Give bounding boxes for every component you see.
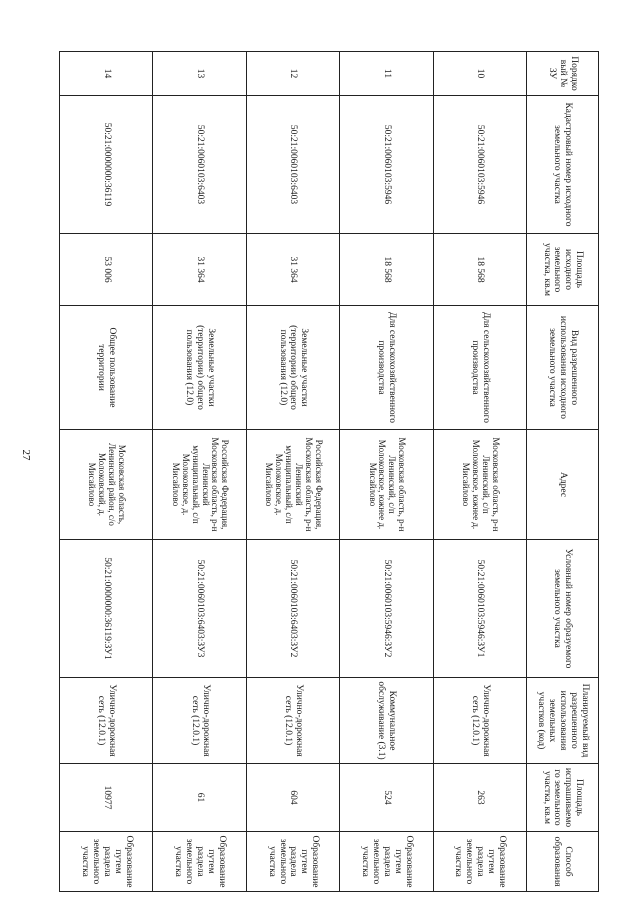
header-use: Вид разрешенного использования исходного земельного участка <box>527 306 599 430</box>
table-row <box>433 52 526 892</box>
header-cadastral: Кадастровый номер исходного земельного участка <box>527 96 599 234</box>
cell-area: 31 364 <box>153 234 246 306</box>
cell-no: 12 <box>246 52 339 96</box>
cell-planned-use: Улично-дорожная сеть (12.0.1) <box>153 678 246 764</box>
cell-planned-area: 10977 <box>60 764 153 832</box>
cell-conditional: 50:21:0060103:5946:ЗУ1 <box>433 540 526 678</box>
cell-cadastral: 50:21:0000000:36119 <box>60 96 153 234</box>
rotated-table-container <box>59 51 599 891</box>
cell-conditional: 50:21:0000000:36119:ЗУ1 <box>60 540 153 678</box>
cell-conditional: 50:21:0060103:6403:ЗУ2 <box>246 540 339 678</box>
cell-planned-area: 61 <box>153 764 246 832</box>
cell-use: Для сельскохозяйственного производства <box>433 306 526 430</box>
cell-planned-area: 263 <box>433 764 526 832</box>
cell-area: 53 006 <box>60 234 153 306</box>
cell-cadastral: 50:21:0060103:5946 <box>340 96 433 234</box>
cell-planned-use: Коммунальное обслуживание (3.1) <box>340 678 433 764</box>
table-row <box>153 52 246 892</box>
header-no: Порядковый № ЗУ <box>527 52 599 96</box>
cell-address: Российская Федерация, Московская область, р-н Ленинский муниципальный, с/п Молоковское, д. Мисайлово <box>246 430 339 540</box>
table-header-row <box>527 52 599 892</box>
cell-conditional: 50:21:0060103:5946:ЗУ2 <box>340 540 433 678</box>
header-method: Способ образования <box>527 832 599 892</box>
cell-planned-use: Улично-дорожная сеть (12.0.1) <box>433 678 526 764</box>
header-address: Адрес <box>527 430 599 540</box>
cell-address: Московская область, Ленинский район, с/о Молоковский, д. Мисайлово <box>60 430 153 540</box>
cell-address: Московская область, р-н Ленинский, с/п Молоковское, южнее д. Мисайлово <box>340 430 433 540</box>
cell-address: Московская область, р-н Ленинский, с/п Молоковское, южнее д. Мисайлово <box>433 430 526 540</box>
cell-area: 18 568 <box>340 234 433 306</box>
cell-planned-area: 604 <box>246 764 339 832</box>
cell-method: Образование путем раздела земельного участка <box>153 832 246 892</box>
header-planned-use: Планируемый вид разрешенного использования земельных участков (код) <box>527 678 599 764</box>
cell-conditional: 50:21:0060103:6403:ЗУ3 <box>153 540 246 678</box>
header-area: Площадь исходного земельного участка, кв.м <box>527 234 599 306</box>
table-row <box>246 52 339 892</box>
cell-use: Земельные участки (территории) общего пользования (12.0) <box>246 306 339 430</box>
cell-cadastral: 50:21:0060103:6403 <box>246 96 339 234</box>
cell-method: Образование путем раздела земельного участка <box>433 832 526 892</box>
cell-cadastral: 50:21:0060103:5946 <box>433 96 526 234</box>
cell-area: 31 364 <box>246 234 339 306</box>
table-row <box>340 52 433 892</box>
cell-no: 14 <box>60 52 153 96</box>
land-plots-table <box>59 51 599 892</box>
header-planned-area: Площадь испрашиваемого земельного участка, кв.м <box>527 764 599 832</box>
cell-method: Образование путем раздела земельного участка <box>60 832 153 892</box>
cell-planned-use: Улично-дорожная сеть (12.0.1) <box>60 678 153 764</box>
cell-use: Земельные участки (территории) общего пользования (12.0) <box>153 306 246 430</box>
cell-cadastral: 50:21:0060103:6403 <box>153 96 246 234</box>
cell-address: Российская Федерация, Московская область, р-н Ленинский муниципальный, с/п Молоковское, д. Мисайлово <box>153 430 246 540</box>
cell-area: 18 568 <box>433 234 526 306</box>
cell-planned-area: 524 <box>340 764 433 832</box>
cell-no: 11 <box>340 52 433 96</box>
cell-use: Общее пользование территории <box>60 306 153 430</box>
cell-no: 13 <box>153 52 246 96</box>
cell-no: 10 <box>433 52 526 96</box>
cell-planned-use: Улично-дорожная сеть (12.0.1) <box>246 678 339 764</box>
cell-use: Для сельскохозяйственного производства <box>340 306 433 430</box>
page-number: 27 <box>20 449 32 461</box>
table-row <box>60 52 153 892</box>
header-conditional: Условный номер образуемого земельного участка <box>527 540 599 678</box>
cell-method: Образование путем раздела земельного участка <box>340 832 433 892</box>
cell-method: Образование путем раздела земельного участка <box>246 832 339 892</box>
